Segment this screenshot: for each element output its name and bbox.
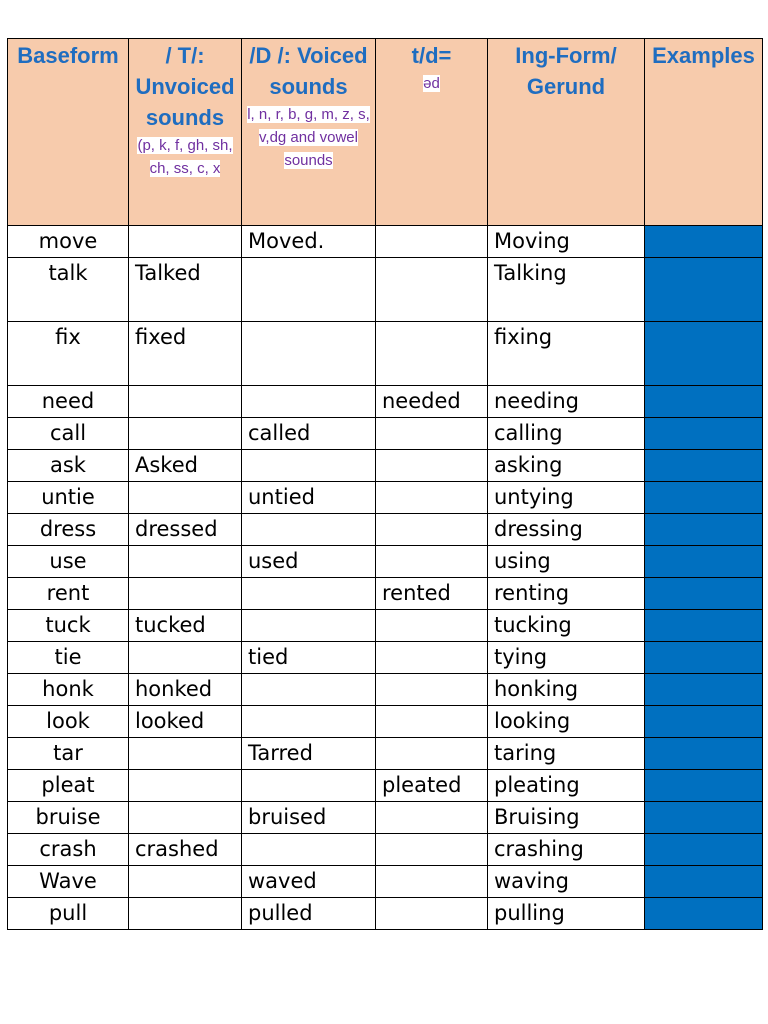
ing-form-cell: untying bbox=[488, 482, 645, 514]
ing-form-cell: waving bbox=[488, 866, 645, 898]
header-ing-form bbox=[488, 39, 645, 226]
examples-cell bbox=[645, 322, 763, 386]
td-cell bbox=[376, 258, 488, 322]
voiced-cell bbox=[242, 386, 376, 418]
ing-form-cell: looking bbox=[488, 706, 645, 738]
header-unvoiced bbox=[129, 39, 242, 226]
voiced-cell: waved bbox=[242, 866, 376, 898]
td-cell: pleated bbox=[376, 770, 488, 802]
baseform-cell: move bbox=[8, 226, 129, 258]
table-row bbox=[8, 578, 763, 610]
voiced-cell bbox=[242, 770, 376, 802]
unvoiced-cell: Talked bbox=[129, 258, 242, 322]
unvoiced-cell: crashed bbox=[129, 834, 242, 866]
voiced-cell: Moved. bbox=[242, 226, 376, 258]
baseform-cell: talk bbox=[8, 258, 129, 322]
ing-form-cell: calling bbox=[488, 418, 645, 450]
voiced-cell: pulled bbox=[242, 898, 376, 930]
unvoiced-cell bbox=[129, 578, 242, 610]
header-examples bbox=[645, 39, 763, 226]
table-row bbox=[8, 802, 763, 834]
voiced-cell: untied bbox=[242, 482, 376, 514]
voiced-cell bbox=[242, 610, 376, 642]
ing-form-cell: Moving bbox=[488, 226, 645, 258]
voiced-cell bbox=[242, 514, 376, 546]
baseform-cell: crash bbox=[8, 834, 129, 866]
voiced-cell bbox=[242, 706, 376, 738]
unvoiced-cell bbox=[129, 386, 242, 418]
table-row bbox=[8, 386, 763, 418]
voiced-cell bbox=[242, 450, 376, 482]
unvoiced-cell bbox=[129, 642, 242, 674]
unvoiced-cell: honked bbox=[129, 674, 242, 706]
examples-cell bbox=[645, 610, 763, 642]
examples-cell bbox=[645, 482, 763, 514]
ing-form-cell: tucking bbox=[488, 610, 645, 642]
unvoiced-cell bbox=[129, 866, 242, 898]
unvoiced-cell bbox=[129, 546, 242, 578]
ing-form-cell: Bruising bbox=[488, 802, 645, 834]
table-row bbox=[8, 610, 763, 642]
baseform-cell: rent bbox=[8, 578, 129, 610]
voiced-cell bbox=[242, 674, 376, 706]
voiced-cell bbox=[242, 322, 376, 386]
ing-form-cell: crashing bbox=[488, 834, 645, 866]
ing-form-cell: tying bbox=[488, 642, 645, 674]
td-cell: rented bbox=[376, 578, 488, 610]
baseform-cell: tuck bbox=[8, 610, 129, 642]
examples-cell bbox=[645, 642, 763, 674]
voiced-cell: tied bbox=[242, 642, 376, 674]
td-cell bbox=[376, 706, 488, 738]
td-cell bbox=[376, 834, 488, 866]
td-cell bbox=[376, 322, 488, 386]
header-baseform bbox=[8, 39, 129, 226]
examples-cell bbox=[645, 706, 763, 738]
table-row bbox=[8, 546, 763, 578]
header-voiced bbox=[242, 39, 376, 226]
examples-cell bbox=[645, 802, 763, 834]
table-row bbox=[8, 258, 763, 322]
td-cell bbox=[376, 866, 488, 898]
td-cell bbox=[376, 738, 488, 770]
unvoiced-cell: fixed bbox=[129, 322, 242, 386]
table-row bbox=[8, 418, 763, 450]
voiced-cell: Tarred bbox=[242, 738, 376, 770]
ing-form-cell: needing bbox=[488, 386, 645, 418]
examples-cell bbox=[645, 738, 763, 770]
verb-forms-table bbox=[7, 38, 763, 930]
unvoiced-cell: looked bbox=[129, 706, 242, 738]
baseform-cell: call bbox=[8, 418, 129, 450]
baseform-cell: tie bbox=[8, 642, 129, 674]
unvoiced-cell: Asked bbox=[129, 450, 242, 482]
baseform-cell: pleat bbox=[8, 770, 129, 802]
voiced-cell: used bbox=[242, 546, 376, 578]
examples-cell bbox=[645, 450, 763, 482]
ing-form-cell: using bbox=[488, 546, 645, 578]
header-row bbox=[8, 39, 763, 226]
header-baseform-label: Baseform bbox=[17, 43, 119, 68]
table-row bbox=[8, 322, 763, 386]
table-row bbox=[8, 770, 763, 802]
td-cell bbox=[376, 674, 488, 706]
header-voiced-label: /D /: Voiced sounds bbox=[249, 43, 368, 99]
header-ing-form-label: Ing-Form/ Gerund bbox=[515, 43, 617, 99]
td-cell bbox=[376, 802, 488, 834]
table-row bbox=[8, 866, 763, 898]
header-unvoiced-label: / T/: Unvoiced sounds bbox=[135, 43, 235, 130]
ing-form-cell: taring bbox=[488, 738, 645, 770]
td-cell bbox=[376, 546, 488, 578]
unvoiced-cell: tucked bbox=[129, 610, 242, 642]
table-row bbox=[8, 482, 763, 514]
unvoiced-cell: dressed bbox=[129, 514, 242, 546]
baseform-cell: ask bbox=[8, 450, 129, 482]
baseform-cell: use bbox=[8, 546, 129, 578]
voiced-cell bbox=[242, 258, 376, 322]
unvoiced-cell bbox=[129, 226, 242, 258]
table-row bbox=[8, 706, 763, 738]
td-cell bbox=[376, 898, 488, 930]
examples-cell bbox=[645, 866, 763, 898]
header-voiced-sounds: l, n, r, b, g, m, z, s, v,dg and vowel sounds bbox=[247, 106, 370, 169]
baseform-cell: pull bbox=[8, 898, 129, 930]
ing-form-cell: dressing bbox=[488, 514, 645, 546]
td-cell bbox=[376, 226, 488, 258]
table-row bbox=[8, 738, 763, 770]
td-cell bbox=[376, 610, 488, 642]
td-cell bbox=[376, 450, 488, 482]
td-cell bbox=[376, 482, 488, 514]
ing-form-cell: Talking bbox=[488, 258, 645, 322]
header-unvoiced-sounds: (p, k, f, gh, sh, ch, ss, c, x bbox=[137, 137, 233, 177]
examples-cell bbox=[645, 258, 763, 322]
table-row bbox=[8, 450, 763, 482]
unvoiced-cell bbox=[129, 482, 242, 514]
unvoiced-cell bbox=[129, 770, 242, 802]
voiced-cell: bruised bbox=[242, 802, 376, 834]
header-td bbox=[376, 39, 488, 226]
unvoiced-cell bbox=[129, 898, 242, 930]
ing-form-cell: renting bbox=[488, 578, 645, 610]
table-row bbox=[8, 642, 763, 674]
unvoiced-cell bbox=[129, 802, 242, 834]
examples-cell bbox=[645, 770, 763, 802]
examples-cell bbox=[645, 834, 763, 866]
voiced-cell: called bbox=[242, 418, 376, 450]
voiced-cell bbox=[242, 834, 376, 866]
td-cell bbox=[376, 514, 488, 546]
baseform-cell: dress bbox=[8, 514, 129, 546]
baseform-cell: fix bbox=[8, 322, 129, 386]
table-row bbox=[8, 674, 763, 706]
table-row bbox=[8, 834, 763, 866]
baseform-cell: bruise bbox=[8, 802, 129, 834]
baseform-cell: need bbox=[8, 386, 129, 418]
td-cell bbox=[376, 642, 488, 674]
examples-cell bbox=[645, 386, 763, 418]
examples-cell bbox=[645, 898, 763, 930]
ing-form-cell: pleating bbox=[488, 770, 645, 802]
voiced-cell bbox=[242, 578, 376, 610]
td-cell bbox=[376, 418, 488, 450]
ing-form-cell: asking bbox=[488, 450, 645, 482]
unvoiced-cell bbox=[129, 418, 242, 450]
header-td-sound: əd bbox=[423, 75, 440, 92]
header-examples-label: Examples bbox=[652, 43, 755, 68]
ing-form-cell: honking bbox=[488, 674, 645, 706]
examples-cell bbox=[645, 226, 763, 258]
examples-cell bbox=[645, 514, 763, 546]
examples-cell bbox=[645, 674, 763, 706]
baseform-cell: honk bbox=[8, 674, 129, 706]
baseform-cell: Wave bbox=[8, 866, 129, 898]
table-row bbox=[8, 898, 763, 930]
header-td-label: t/d= bbox=[411, 43, 452, 68]
verb-rows bbox=[8, 226, 763, 930]
examples-cell bbox=[645, 546, 763, 578]
examples-cell bbox=[645, 578, 763, 610]
baseform-cell: untie bbox=[8, 482, 129, 514]
table-row bbox=[8, 514, 763, 546]
unvoiced-cell bbox=[129, 738, 242, 770]
ing-form-cell: pulling bbox=[488, 898, 645, 930]
examples-cell bbox=[645, 418, 763, 450]
baseform-cell: look bbox=[8, 706, 129, 738]
table-row bbox=[8, 226, 763, 258]
baseform-cell: tar bbox=[8, 738, 129, 770]
td-cell: needed bbox=[376, 386, 488, 418]
ing-form-cell: fixing bbox=[488, 322, 645, 386]
